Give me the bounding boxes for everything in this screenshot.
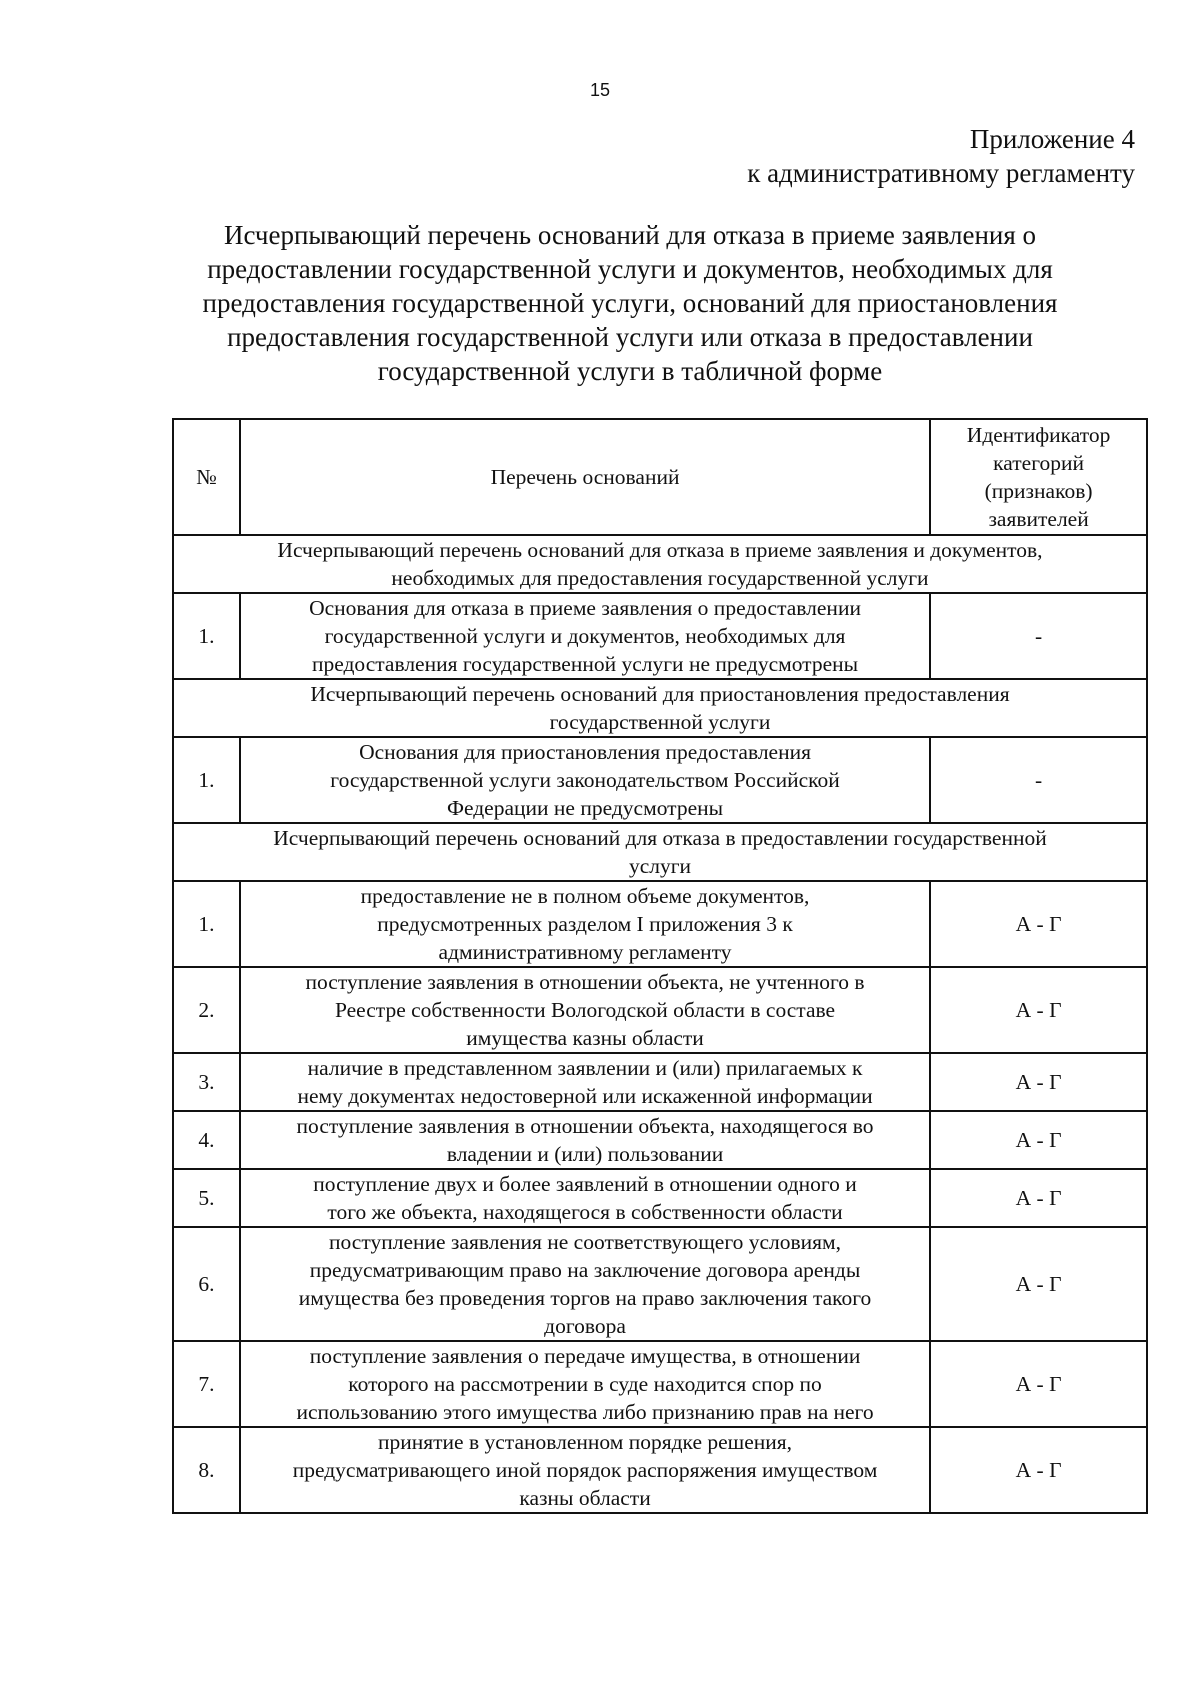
ground-text-line: имущества казны области bbox=[466, 1026, 704, 1050]
table-row bbox=[173, 737, 1147, 823]
ground-text-line: предусматривающего иной порядок распоряжения имуществом bbox=[292, 1458, 878, 1482]
row-identifier: А - Г bbox=[930, 1169, 1147, 1227]
ground-text-line: принятие в установленном порядке решения, bbox=[378, 1430, 793, 1454]
title-line: предоставления государственной услуги или отказа в предоставлении bbox=[227, 322, 1033, 352]
row-ground-text bbox=[240, 1053, 930, 1111]
row-identifier: А - Г bbox=[930, 1227, 1147, 1341]
section-header-row bbox=[173, 679, 1147, 737]
row-identifier: - bbox=[930, 593, 1147, 679]
section-header-row bbox=[173, 823, 1147, 881]
table-row bbox=[173, 1341, 1147, 1427]
row-ground-text bbox=[240, 881, 930, 967]
table-row bbox=[173, 967, 1147, 1053]
table-body bbox=[173, 535, 1147, 1513]
table-row bbox=[173, 1427, 1147, 1513]
section-title-line: Исчерпывающий перечень оснований для отказа в приеме заявления и документов, bbox=[277, 538, 1043, 562]
row-identifier: А - Г bbox=[930, 881, 1147, 967]
section-title-line: необходимых для предоставления государственной услуги bbox=[391, 566, 929, 590]
title-line: предоставления государственной услуги, оснований для приостановления bbox=[202, 288, 1058, 318]
ground-text-line: Федерации не предусмотрены bbox=[447, 796, 724, 820]
section-header-row bbox=[173, 535, 1147, 593]
ground-text-line: нему документах недостоверной или искаженной информации bbox=[297, 1084, 873, 1108]
header-identifier-line: заявителей bbox=[988, 507, 1089, 531]
appendix-caption bbox=[747, 122, 1135, 190]
table-header-row bbox=[173, 419, 1147, 535]
ground-text-line: которого на рассмотрении в суде находится спор по bbox=[348, 1372, 822, 1396]
row-identifier: А - Г bbox=[930, 1053, 1147, 1111]
ground-text-line: использованию этого имущества либо признанию прав на него bbox=[296, 1400, 874, 1424]
ground-text-line: предоставления государственной услуги не предусмотрены bbox=[311, 652, 859, 676]
ground-text-line: Основания для приостановления предоставления bbox=[359, 740, 811, 764]
appendix-line-2: к административному регламенту bbox=[747, 158, 1135, 188]
ground-text-line: предусматривающим право на заключение договора аренды bbox=[309, 1258, 861, 1282]
ground-text-line: поступление заявления в отношении объекта, не учтенного в bbox=[305, 970, 865, 994]
ground-text-line: государственной услуги и документов, необходимых для bbox=[324, 624, 846, 648]
title-line: Исчерпывающий перечень оснований для отказа в приеме заявления о bbox=[223, 220, 1037, 250]
header-identifier-line: категорий bbox=[993, 451, 1085, 475]
document-title bbox=[160, 218, 1100, 388]
row-number: 5. bbox=[173, 1169, 240, 1227]
title-line: предоставлении государственной услуги и документов, необходимых для bbox=[207, 254, 1053, 284]
title-line: государственной услуги в табличной форме bbox=[377, 356, 883, 386]
ground-text-line: предусмотренных разделом I приложения 3 к bbox=[377, 912, 793, 936]
row-ground-text bbox=[240, 967, 930, 1053]
ground-text-line: поступление заявления о передаче имущества, в отношении bbox=[309, 1344, 861, 1368]
page-number: 15 bbox=[589, 80, 611, 100]
header-grounds: Перечень оснований bbox=[240, 419, 930, 535]
row-ground-text bbox=[240, 593, 930, 679]
row-identifier: А - Г bbox=[930, 1341, 1147, 1427]
row-number: 3. bbox=[173, 1053, 240, 1111]
ground-text-line: казны области bbox=[519, 1486, 651, 1510]
row-number: 1. bbox=[173, 737, 240, 823]
table-row bbox=[173, 1227, 1147, 1341]
header-number: № bbox=[173, 419, 240, 535]
row-number: 6. bbox=[173, 1227, 240, 1341]
table-row bbox=[173, 1111, 1147, 1169]
section-title-line: государственной услуги bbox=[549, 710, 771, 734]
row-identifier: - bbox=[930, 737, 1147, 823]
row-number: 1. bbox=[173, 593, 240, 679]
header-identifier-line: (признаков) bbox=[984, 479, 1093, 503]
grounds-table bbox=[172, 418, 1148, 1514]
row-ground-text bbox=[240, 1111, 930, 1169]
ground-text-line: Основания для отказа в приеме заявления о предоставлении bbox=[309, 596, 861, 620]
table-row bbox=[173, 1169, 1147, 1227]
ground-text-line: договора bbox=[544, 1314, 626, 1338]
section-title bbox=[173, 679, 1147, 737]
row-number: 8. bbox=[173, 1427, 240, 1513]
row-ground-text bbox=[240, 1169, 930, 1227]
ground-text-line: государственной услуги законодательством Российской bbox=[330, 768, 840, 792]
ground-text-line: Реестре собственности Вологодской области в составе bbox=[334, 998, 836, 1022]
ground-text-line: того же объекта, находящегося в собственности области bbox=[327, 1200, 843, 1224]
row-identifier: А - Г bbox=[930, 1427, 1147, 1513]
ground-text-line: поступление заявления в отношении объекта, находящегося во bbox=[296, 1114, 874, 1138]
ground-text-line: наличие в представленном заявлении и (или) прилагаемых к bbox=[307, 1056, 863, 1080]
section-title-line: услуги bbox=[628, 854, 692, 878]
section-title bbox=[173, 535, 1147, 593]
table-row bbox=[173, 881, 1147, 967]
ground-text-line: поступление заявления не соответствующего условиям, bbox=[329, 1230, 842, 1254]
row-ground-text bbox=[240, 1341, 930, 1427]
row-number: 1. bbox=[173, 881, 240, 967]
ground-text-line: поступление двух и более заявлений в отношении одного и bbox=[313, 1172, 857, 1196]
ground-text-line: владении и (или) пользовании bbox=[446, 1142, 724, 1166]
header-identifier bbox=[930, 419, 1147, 535]
row-number: 4. bbox=[173, 1111, 240, 1169]
appendix-line-1: Приложение 4 bbox=[969, 124, 1135, 154]
ground-text-line: имущества без проведения торгов на право заключения такого bbox=[298, 1286, 872, 1310]
section-title-line: Исчерпывающий перечень оснований для приостановления предоставления bbox=[310, 682, 1010, 706]
row-number: 7. bbox=[173, 1341, 240, 1427]
row-identifier: А - Г bbox=[930, 967, 1147, 1053]
row-ground-text bbox=[240, 737, 930, 823]
section-title bbox=[173, 823, 1147, 881]
ground-text-line: предоставление не в полном объеме документов, bbox=[360, 884, 810, 908]
table-row bbox=[173, 1053, 1147, 1111]
row-number: 2. bbox=[173, 967, 240, 1053]
row-identifier: А - Г bbox=[930, 1111, 1147, 1169]
header-identifier-line: Идентификатор bbox=[966, 423, 1111, 447]
ground-text-line: административному регламенту bbox=[438, 940, 732, 964]
row-ground-text bbox=[240, 1227, 930, 1341]
table-row bbox=[173, 593, 1147, 679]
section-title-line: Исчерпывающий перечень оснований для отказа в предоставлении государственной bbox=[273, 826, 1047, 850]
row-ground-text bbox=[240, 1427, 930, 1513]
